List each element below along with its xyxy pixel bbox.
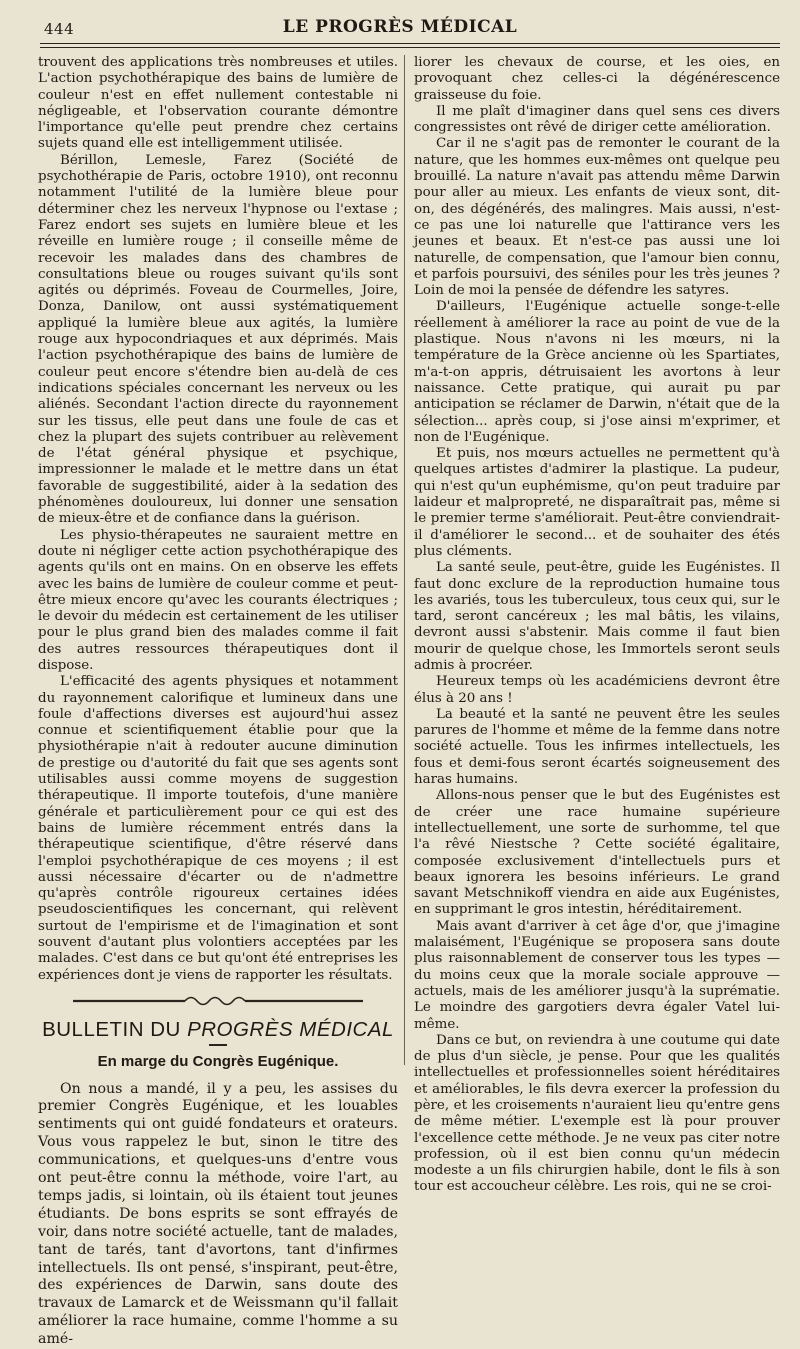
paragraph: D'ailleurs, l'Eugénique actuelle songe-t-elle réellement à améliorer la race au point de vue de la plastique. Nous n'avons ni les mœurs, ni la température de la Grèce ancienne où les Spartiates, m'a-t-on appris, détruisaient les avortons à leur naissance. Cette pratique, qui aurait pu par anticipation se réclamer de Darwin, n'était que de la sélection... après coup, si j'ose ainsi m'exprimer, et non de l'Eugénique.: [414, 299, 780, 445]
paragraph: Il me plaît d'imaginer dans quel sens ces divers congressistes ont rêvé de diriger cette amélioration.: [414, 103, 780, 136]
column-divider: [404, 55, 405, 1065]
paragraph: Mais avant d'arriver à cet âge d'or, que j'imagine malaisément, l'Eugénique se proposera sans doute plus raisonnablement de conserver tous les types — du moins ceux que la morale sociale approuve — actuels, mais de les améliorer jusqu'à la suprématie. Le moindre des gargotiers devra égaler Vatel lui-même.: [414, 918, 780, 1032]
paragraph: Allons-nous penser que le but des Eugénistes est de créer une race humaine supérieure intellectuellement, une sorte de surhomme, tel que l'a rêvé Niestsche ? Cette société égalitaire, composée exclusivement d'intellectuels purs et beaux ignorera les besoins inférieurs. Le grand savant Metschnikoff viendra en aide aux Eugénistes, en supprimant le gros intestin, héréditairement.: [414, 788, 780, 918]
bulletin-heading: [38, 1017, 398, 1041]
paragraph: La santé seule, peut-être, guide les Eugénistes. Il faut donc exclure de la reproduction humaine tous les avariés, tous les tuberculeux, tous ceux qui, sur le tard, seront cancéreux ; les mal bâtis, les vilains, devront aussi s'abstenir. Mais comme il faut bien mourir de quelque chose, les Immortels seront seuls admis à procréer.: [414, 560, 780, 673]
article-subheading: En marge du Congrès Eugénique.: [97, 1053, 339, 1071]
bulletin-title-italic: PROGRÈS MÉDICAL: [187, 1017, 394, 1041]
header-rule: [40, 43, 780, 44]
left-column: [38, 55, 398, 1348]
section-ornament: [38, 984, 398, 1018]
header-rule-thin: [40, 47, 780, 48]
paragraph: La beauté et la santé ne peuvent être les seules parures de l'homme et même de la femme dans notre société actuelle. Tous les infirmes intellectuels, les fous et demi-fous seront écartés soigneusement des haras humains.: [414, 706, 780, 788]
paragraph: Les physio-thérapeutes ne sauraient mettre en doute ni négliger cette action psychothérapique des agents qu'ils ont en mains. On en observe les effets avec les bains de lumière de couleur comme et peut-être mieux encore qu'avec les courants électriques ; le devoir du médecin est certainement de les utiliser pour le plus grand bien des malades comme il fait des autres ressources thérapeutiques dont il dispose.: [38, 527, 398, 673]
bulletin-title-plain: BULLETIN DU: [42, 1017, 188, 1041]
right-column: [414, 55, 780, 1195]
paragraph: Heureux temps où les académiciens devront être élus à 20 ans !: [414, 674, 780, 706]
paragraph: trouvent des applications très nombreuses et utiles. L'action psychothérapique des bains de lumière de couleur n'est en effet nullement contestable ni négligeable, et l'observation courante démontre l'importance qu'elle peut prendre chez certains sujets quand elle est intelligemment utilisée.: [38, 55, 398, 152]
paragraph: Dans ce but, on reviendra à une coutume qui date de plus d'un siècle, je pense. Pour que les qualités intellectuelles et professionnelles soient héréditaires et améliorables, le fils devra exercer la profession du père, et les croisements n'auraient lieu qu'entre gens de même métier. L'exemple est là pour prouver l'excellence cette méthode. Je ne veux pas citer notre profession, où il est bien connu qu'un médecin modeste a un fils chirurgien habile, dont le fils à son tour est accoucheur célèbre. Les rois, qui ne se croi-: [414, 1032, 780, 1195]
page-header: [0, 0, 800, 44]
paragraph: L'efficacité des agents physiques et notamment du rayonnement calorifique et lumineux dans une foule d'affections diverses est aujourd'hui assez connue et scientifiquement établie pour que la physiothérapie n'ait à redouter aucune diminution de prestige ou d'autorité du fait que ses agents sont utilisables aussi comme moyens de suggestion thérapeutique. Il importe toutefois, d'une manière générale et particulièrement pour ce qui est des bains de lumière récemment entrés dans la thérapeutique scientifique, d'être réservé dans l'emploi psychothérapique de ces moyens ; il est aussi nécessaire d'écarter ou de n'admettre qu'après contrôle rigoureux certaines idées pseudoscientifiques les concernant, qui relèvent surtout de l'empirisme et de l'imagination et sont souvent d'autant plus volontiers acceptées par les malades. C'est dans ce but qu'ont été entreprises les expériences dont je viens de rapporter les résultats.: [38, 674, 398, 983]
ornament-rule-icon: [73, 994, 363, 1008]
journal-title: LE PROGRÈS MÉDICAL: [282, 17, 518, 37]
page-number: 444: [44, 20, 75, 38]
paragraph: Et puis, nos mœurs actuelles ne permettent qu'à quelques artistes d'admirer la plastique. La pudeur, qui n'est qu'un euphémisme, qu'on peut traduire par laideur et malpropreté, ne disparaîtrait pas, même si le premier terme s'améliorait. Peut-être conviendrait-il d'améliorer le second... et de souhaiter des étés plus cléments.: [414, 446, 780, 559]
paragraph: On nous a mandé, il y a peu, les assises du premier Congrès Eugénique, et les louables sentiments qui ont guidé fondateurs et orateurs. Vous vous rappelez le but, sinon le titre des communications, et quelques-uns d'entre vous ont peut-être connu la méthode, voire l'art, au temps jadis, si lointain, où ils étaient tout jeunes étudiants. De bons esprits se sont effrayés de voir, dans notre société actuelle, tant de malades, tant de tarés, tant d'avortons, tant d'infirmes intellectuels. Ils ont pensé, s'inspirant, peut-être, des expériences de Darwin, sans doute des travaux de Lamarck et de Weissmann qu'il fallait améliorer la race humaine, comme l'homme a su amé-: [38, 1080, 398, 1348]
heading-dash: [209, 1044, 227, 1046]
paragraph: liorer les chevaux de course, et les oies, en provoquant chez celles-ci la dégénérescence graisseuse du foie.: [414, 55, 780, 103]
paragraph: Bérillon, Lemesle, Farez (Société de psychothérapie de Paris, octobre 1910), ont reconnu notamment l'utilité de la lumière bleue pour déterminer chez les nerveux l'hypnose ou l'extase ; Farez endort ses sujets en lumière bleue et les réveille en lumière rouge ; il conseille même de recevoir les malades dans des chambres de consultations bleue ou rouges suivant qu'ils sont agités ou déprimés. Foveau de Courmelles, Joire, Donza, Danilow, ont aussi systématiquement appliqué la lumière bleue aux agités, la lumière rouge aux hypocondriaques et aux déprimés. Mais l'action psychothérapique des bains de lumière de couleur peut encore s'étendre bien au-delà de ces indications spéciales concernant les nerveux ou les aliénés. Secondant l'action directe du rayonnement sur les tissus, elle peut dans une foule de cas et chez la plupart des sujets contribuer au relèvement de l'état général physique et psychique, impressionner le malade et le mettre dans un état favorable de suggestibilité, aider à la sedation des phénomènes douloureux, lui donner une sensation de mieux-être et de confiance dans la guérison.: [38, 152, 398, 527]
paragraph: Car il ne s'agit pas de remonter le courant de la nature, que les hommes eux-mêmes ont quelque peu brouillé. La nature n'avait pas attendu même Darwin pour aller au mieux. Les enfants de vieux sont, dit-on, des dégénérés, des malingres. Mais aussi, n'est-ce pas une loi naturelle que l'attirance vers les jeunes et beaux. Et n'est-ce pas aussi une loi naturelle, de compensation, que l'amour bien connu, et parfois poursuivi, des séniles pour les très jeunes ? Loin de moi la pensée de défendre les satyres.: [414, 136, 780, 299]
